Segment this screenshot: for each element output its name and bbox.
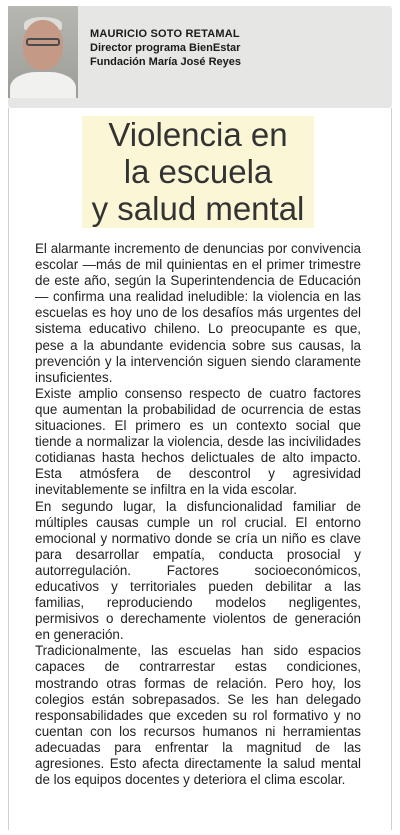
article-paragraph: Tradicionalmente, las escuelas han sido espacios capaces de contrarrestar estas condiciones, mostrando otras formas de relación. Pero hoy, los colegios están sobrepasados. Se les han delegado responsabilidades que exceden su rol formativo y no cuentan con los recursos humanos ni herramientas adecuadas para enfrentar la magnitud de las agresiones. Esto afecta directamente la salud mental de los equipos docentes y deteriora el clima escolar. [35,643,361,788]
author-photo [8,6,78,98]
article-paragraph: El alarmante incremento de denuncias por convivencia escolar —más de mil quinientas en el primer trimestre de este año, según la Superintendencia de Educación— confirma una realidad ineludible: la violencia en las escuelas es hoy uno de los desafíos más urgentes del sistema educativo chileno. Lo preocupante es que, pese a la abundante evidencia sobre sus causas, la prevención y la intervención siguen siendo claramente insuficientes. [35,241,361,385]
title-line: y salud mental [91,190,305,227]
author-info [90,27,241,69]
article-title [82,116,314,227]
article-paragraph: Existe amplio consenso respecto de cuatro factores que aumentan la probabilidad de ocurrencia de estas situaciones. El primero es un contexto social que tiende a normalizar la violencia, desde las incivilidades cotidianas hasta hechos delictuales de alto impacto. Esta atmósfera de descontrol y agresividad inevitablemente se infiltra en la vida escolar. [35,385,361,498]
photo-shirt [10,72,76,98]
author-name: MAURICIO SOTO RETAMAL [90,28,240,40]
title-line: Violencia en [108,116,288,153]
article-paragraph: En segundo lugar, la disfuncionalidad familiar de múltiples causas cumple un rol crucial. El entorno emocional y normativo donde se cría un niño es clave para desarrollar empatía, conducta prosocial y autorregulación. Factores socioeconómicos, educativos y territoriales pueden debilitar a las familias, reproduciendo modelos negligentes, permisivos o derechamente violentos de generación en generación. [35,498,361,643]
column-rule-right [391,108,392,830]
article-body [35,241,361,788]
column-rule-left [8,108,9,830]
photo-glasses [26,38,60,46]
author-role: Director programa BienEstar [90,42,241,54]
title-line: la escuela [123,153,273,190]
author-organization: Fundación María José Reyes [90,56,241,68]
